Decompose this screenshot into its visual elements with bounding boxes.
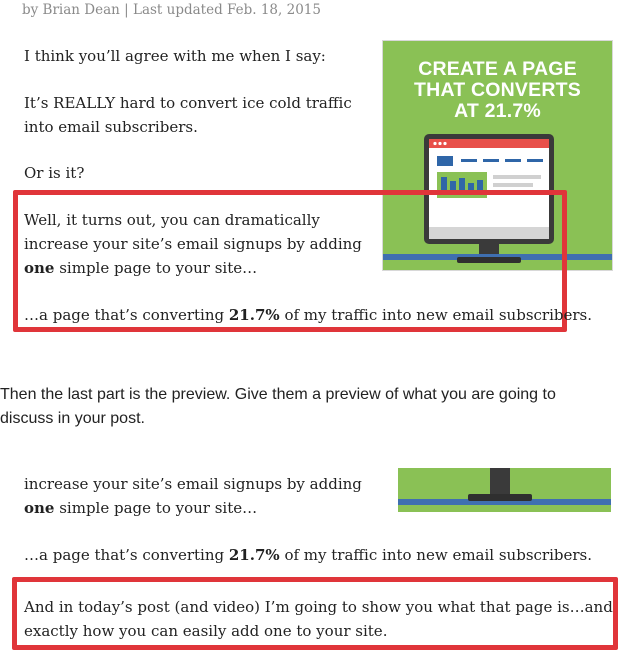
well-line-1: Well, it turns out, you can dramatically — [24, 211, 320, 229]
converting-line-top — [24, 303, 592, 327]
intro-text: I think you’ll agree with me when I say: — [24, 47, 326, 65]
promo-title-line-3: AT 21.7% — [454, 100, 541, 122]
converting-percent: 21.7% — [228, 306, 280, 324]
converting-line-bottom — [24, 543, 592, 567]
converting-percent-bottom: 21.7% — [228, 546, 280, 564]
byline: by Brian Dean | Last updated Feb. 18, 2015 — [22, 2, 321, 18]
preview-line-1: And in today’s post (and video) I’m going to show you what that page is…and — [24, 598, 613, 616]
promo-title-line-1: CREATE A PAGE — [418, 58, 577, 80]
well-line-2: increase your site’s email signups by adding — [24, 235, 362, 253]
commentary-line-2: discuss in your post. — [0, 410, 145, 427]
one-bold-bottom: one — [24, 499, 55, 517]
well-line-3-rest: simple page to your site… — [54, 259, 258, 277]
promo-title-line-2: THAT CONVERTS — [414, 79, 581, 101]
converting-suffix-bottom: of my traffic into new email subscribers. — [279, 546, 592, 564]
converting-suffix: of my traffic into new email subscribers. — [279, 306, 592, 324]
one-rest-bottom: simple page to your site… — [54, 499, 258, 517]
hard-line-1: It’s REALLY hard to convert ice cold traffic — [24, 94, 352, 112]
monitor-base-illustration — [398, 468, 611, 512]
or-is-it-text: Or is it? — [24, 164, 85, 182]
one-line — [24, 496, 257, 520]
converting-prefix: …a page that’s converting — [24, 306, 229, 324]
one-bold: one — [24, 259, 55, 277]
preview-line-2: exactly how you can easily add one to your site. — [24, 622, 388, 640]
commentary-line-1: Then the last part is the preview. Give them a preview of what you are going to — [0, 386, 556, 403]
increase-line: increase your site’s email signups by adding — [24, 475, 362, 493]
well-line-3 — [24, 256, 257, 280]
converting-prefix-bottom: …a page that’s converting — [24, 546, 229, 564]
hard-line-2: into email subscribers. — [24, 118, 198, 136]
promo-image-crop — [398, 468, 611, 512]
